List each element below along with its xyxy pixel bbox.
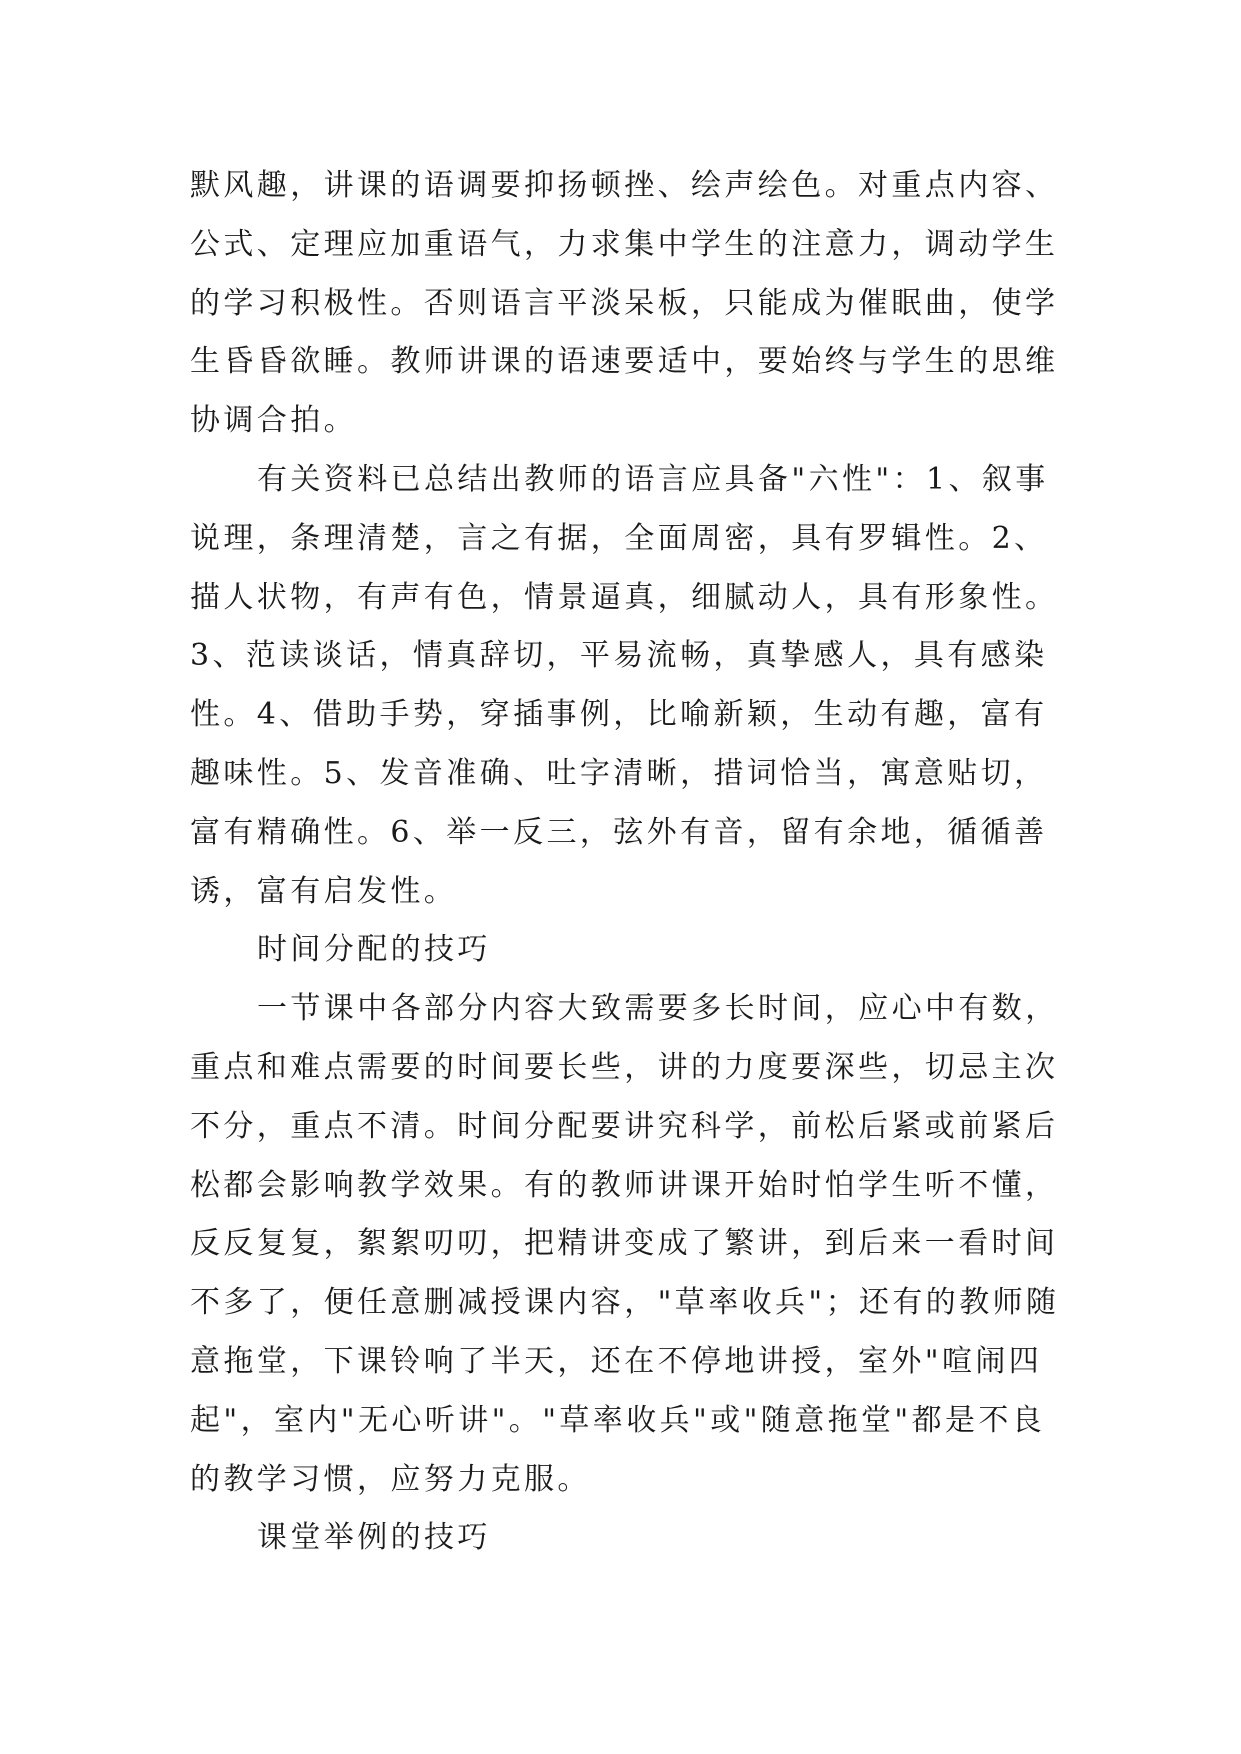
text-line: 协调合拍。 xyxy=(190,403,357,439)
section-heading-classroom-examples: 课堂举例的技巧 xyxy=(257,1520,491,1556)
document-body xyxy=(190,157,1090,1568)
text-line: 性。4、借助手势，穿插事例，比喻新颖，生动有趣，富有 xyxy=(190,697,1048,733)
text-line: 有关资料已总结出教师的语言应具备"六性"：1、叙事 xyxy=(257,461,1049,497)
text-line: 一节课中各部分内容大致需要多长时间，应心中有数， xyxy=(257,991,1059,1027)
text-line: 不分，重点不清。时间分配要讲究科学，前松后紧或前紧后 xyxy=(190,1108,1059,1144)
text-line: 说理，条理清楚，言之有据，全面周密，具有罗辑性。2、 xyxy=(190,520,1048,556)
text-line: 趣味性。5、发音准确、吐字清晰，措词恰当，寓意贴切， xyxy=(190,755,1048,791)
text-line: 生昏昏欲睡。教师讲课的语速要适中，要始终与学生的思维 xyxy=(190,344,1059,380)
section-heading-time-allocation: 时间分配的技巧 xyxy=(257,932,491,968)
text-line: 描人状物，有声有色，情景逼真，细腻动人，具有形象性。 xyxy=(190,579,1059,615)
text-line: 3、范读谈话，情真辞切，平易流畅，真挚感人，具有感染 xyxy=(190,638,1048,674)
text-line: 起"，室内"无心听讲"。"草率收兵"或"随意拖堂"都是不良 xyxy=(190,1402,1046,1438)
text-line: 的教学习惯，应努力克服。 xyxy=(190,1461,591,1497)
paragraph-time-allocation xyxy=(190,980,1090,1509)
text-line: 松都会影响教学效果。有的教师讲课开始时怕学生听不懂， xyxy=(190,1167,1059,1203)
text-line: 重点和难点需要的时间要长些，讲的力度要深些，切忌主次 xyxy=(190,1049,1059,1085)
text-line: 诱，富有启发性。 xyxy=(190,873,458,909)
text-line: 默风趣，讲课的语调要抑扬顿挫、绘声绘色。对重点内容、 xyxy=(190,168,1059,203)
text-line: 不多了，便任意删减授课内容，"草率收兵"；还有的教师随 xyxy=(190,1285,1060,1321)
text-line: 的学习积极性。否则语言平淡呆板，只能成为催眠曲，使学 xyxy=(190,285,1059,321)
text-line: 公式、定理应加重语气，力求集中学生的注意力，调动学生 xyxy=(190,226,1059,262)
text-line: 富有精确性。6、举一反三，弦外有音，留有余地，循循善 xyxy=(190,814,1048,850)
text-line: 反反复复，絮絮叨叨，把精讲变成了繁讲，到后来一看时间 xyxy=(190,1226,1059,1262)
paragraph-speech-style xyxy=(190,157,1090,451)
text-line: 意拖堂，下课铃响了半天，还在不停地讲授，室外"喧闹四 xyxy=(190,1343,1043,1379)
paragraph-six-qualities xyxy=(190,451,1090,921)
